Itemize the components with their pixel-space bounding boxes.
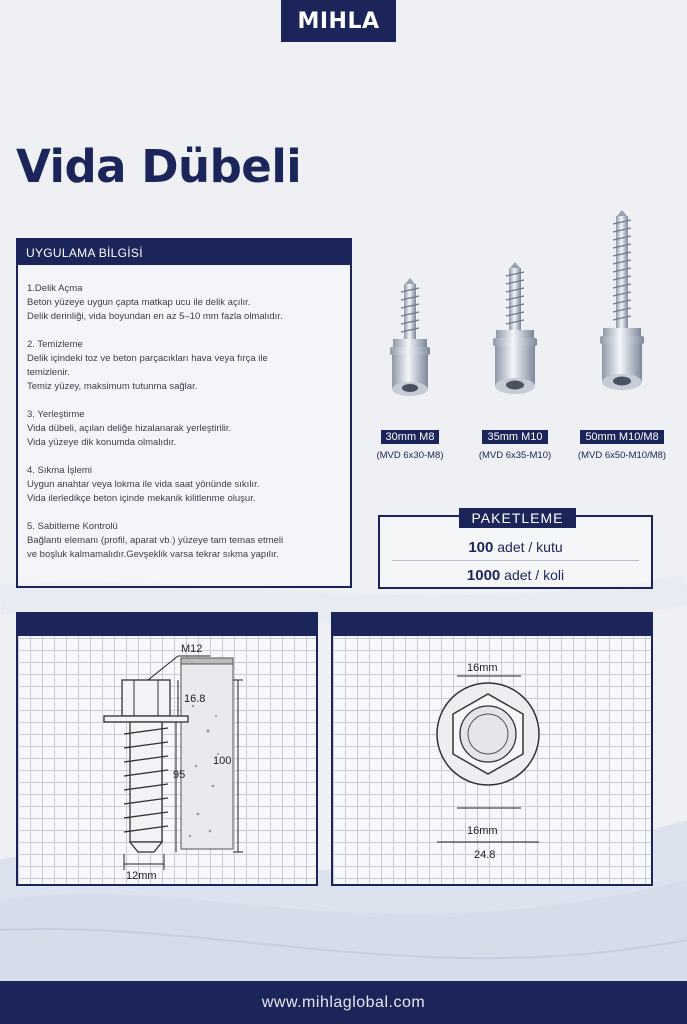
- screw-anchor-image: [587, 210, 657, 426]
- product-card-50mm: [567, 210, 677, 461]
- step-heading: 3. Yerleştirme: [27, 409, 85, 420]
- product-card-35mm: [460, 262, 570, 461]
- packaging-box: [378, 510, 653, 589]
- packaging-title: PAKETLEME: [459, 508, 576, 528]
- box-quantity: [380, 539, 651, 556]
- divider: [392, 560, 639, 561]
- step-line: Vida dübeli, açılan deliğe hizalanarak yerleştirilir.: [27, 423, 232, 434]
- step-line: Delik içindeki toz ve beton parçacıkları hava veya fırça ile: [27, 353, 268, 364]
- info-header: UYGULAMA BİLGİSİ: [18, 240, 350, 265]
- step-line: Uygun anahtar veya lokma ile vida saat yönünde sıkılır.: [27, 479, 260, 490]
- top-view-drawing: [333, 636, 651, 884]
- step-line: Bağlantı elemanı (profil, aparat vb.) yüzeye tam temas etmeli: [27, 535, 284, 546]
- product-code: (MVD 6x50-M10/M8): [577, 450, 667, 461]
- info-step: [27, 282, 342, 324]
- side-view-drawing-panel: [16, 612, 318, 886]
- step-line: ve boşluk kalmamalıdır.Gevşeklik varsa tekrar sıkma yapılır.: [27, 549, 279, 560]
- panel-header-bar: [333, 614, 651, 636]
- step-line: temizlenir.: [27, 367, 70, 378]
- info-step: [27, 520, 342, 562]
- info-step: [27, 408, 342, 450]
- hex-width-label: 16mm: [467, 662, 498, 674]
- crate-quantity: [380, 567, 651, 584]
- step-line: Temiz yüzey, maksimum tutunma sağlar.: [27, 381, 198, 392]
- info-step: [27, 464, 342, 506]
- product-size-label: 35mm M10: [482, 430, 547, 444]
- thread-label: M12: [181, 643, 203, 655]
- side-view-drawing: [18, 636, 316, 884]
- step-heading: 1.Delik Açma: [27, 283, 83, 294]
- product-card-30mm: [355, 278, 465, 461]
- product-size-label: 50mm M10/M8: [580, 430, 663, 444]
- screw-anchor-image: [375, 278, 445, 426]
- box-qty-number: 100: [468, 539, 494, 556]
- crate-qty-unit: adet / koli: [504, 567, 565, 583]
- info-step: [27, 338, 342, 394]
- step-heading: 4. Sıkma İşlemi: [27, 465, 92, 476]
- step-line: Vida ilerledikçe beton içinde mekanik kilitlenme oluşur.: [27, 493, 256, 504]
- inner-width-label: 16mm: [467, 825, 498, 837]
- total-length-label: 100: [213, 755, 232, 767]
- screw-anchor-image: [480, 262, 550, 426]
- crate-qty-number: 1000: [466, 567, 501, 584]
- top-view-drawing-panel: [331, 612, 653, 886]
- step-line: Beton yüzeye uygun çapta matkap ucu ile delik açılır.: [27, 297, 251, 308]
- product-code: (MVD 6x30-M8): [376, 450, 444, 461]
- brand-logo: MIHLA: [281, 0, 396, 42]
- box-qty-unit: adet / kutu: [497, 539, 563, 555]
- product-code: (MVD 6x35-M10): [478, 450, 552, 461]
- application-info-panel: [16, 238, 352, 588]
- website-footer[interactable]: www.mihlaglobal.com: [0, 981, 687, 1024]
- thread-length-label: 95: [173, 769, 186, 781]
- step-line: Delik derinliği, vida boyundan en az 5–10 mm fazla olmalıdır.: [27, 311, 283, 322]
- head-height-label: 16.8: [184, 693, 206, 705]
- flange-diameter-label: 24.8: [474, 849, 496, 861]
- product-size-label: 30mm M8: [381, 430, 440, 444]
- diameter-label: 12mm: [126, 870, 157, 882]
- page-title: Vida Dübeli: [16, 140, 302, 193]
- step-heading: 5. Sabitleme Kontrolü: [27, 521, 118, 532]
- step-line: Vida yüzeye dik konumda olmalıdır.: [27, 437, 177, 448]
- panel-header-bar: [18, 614, 316, 636]
- info-body: [18, 265, 350, 562]
- step-heading: 2. Temizleme: [27, 339, 83, 350]
